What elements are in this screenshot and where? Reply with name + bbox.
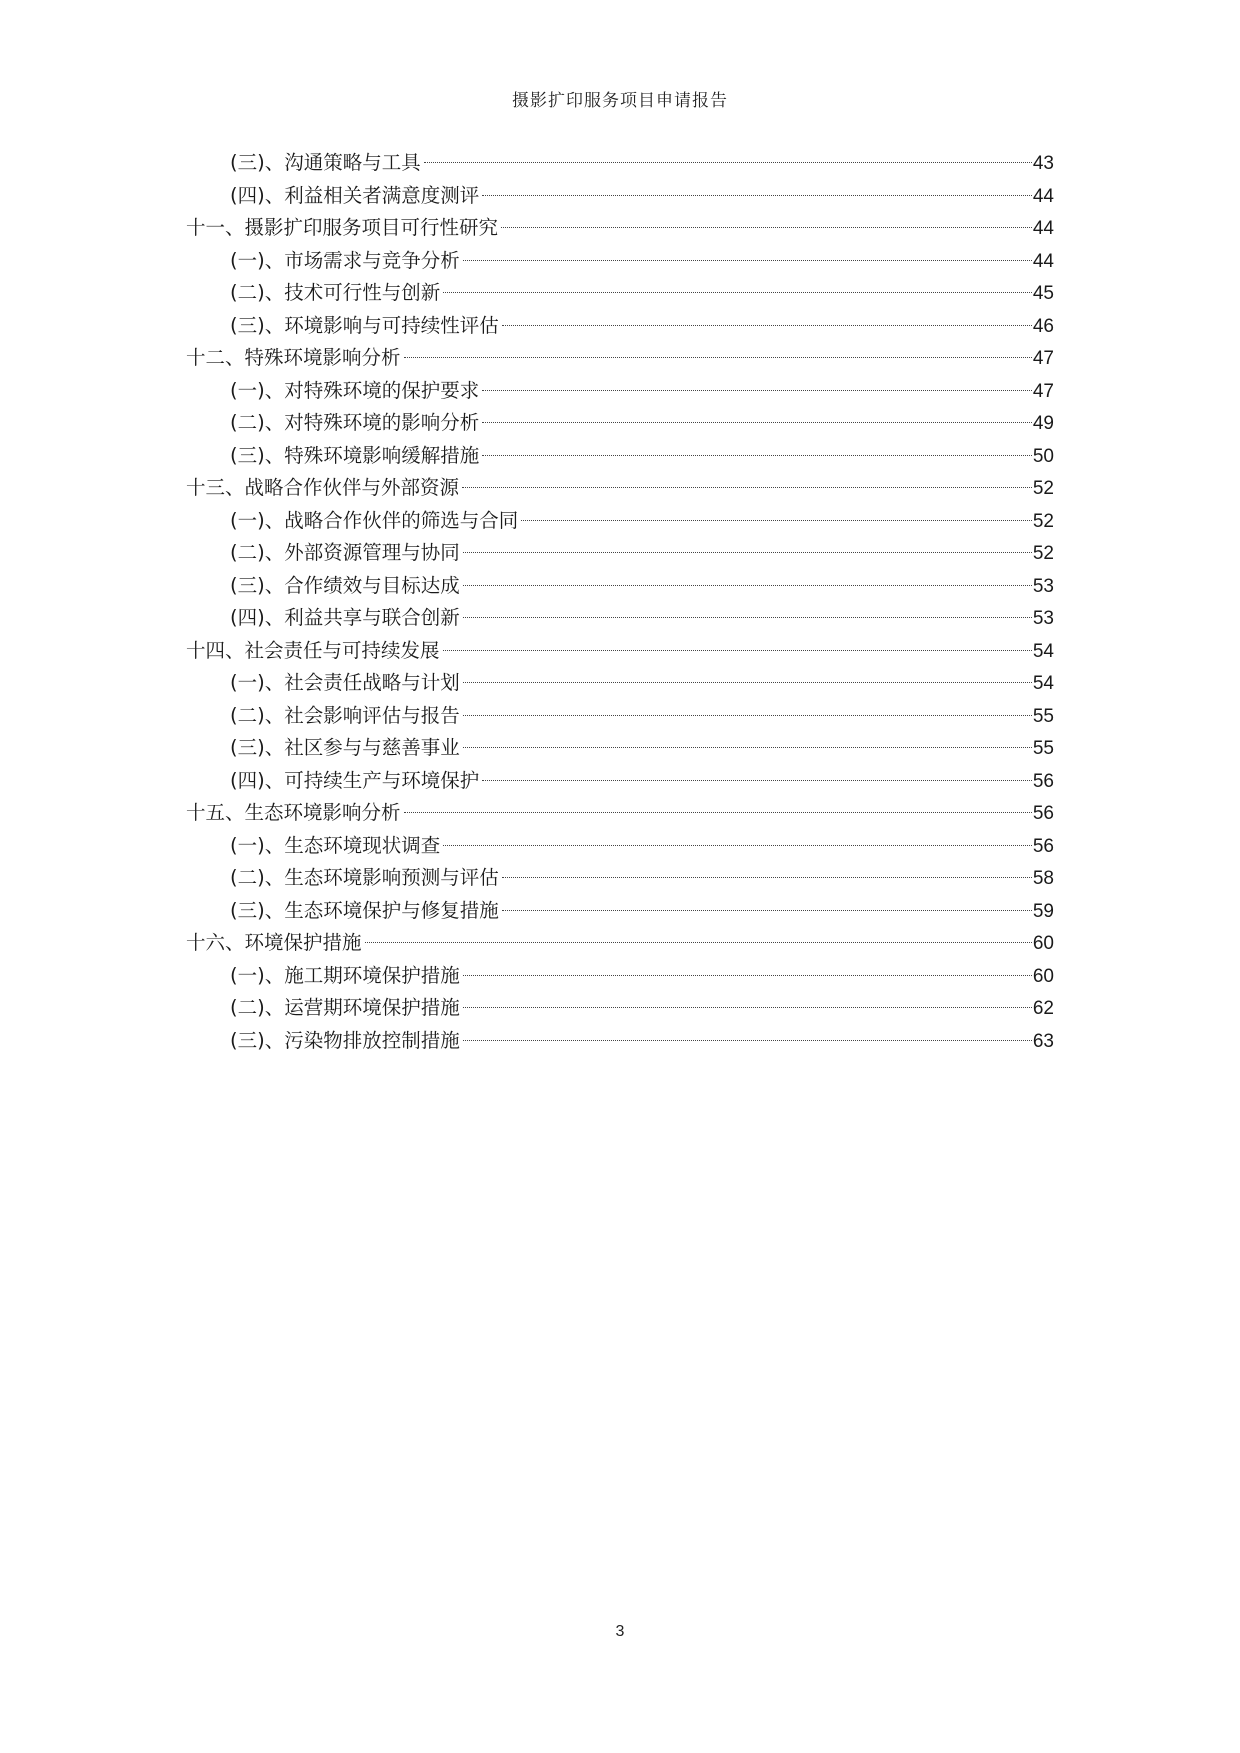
toc-dot-leader: [365, 942, 1032, 943]
toc-entry-title: (四)、可持续生产与环境保护: [230, 768, 480, 792]
toc-entry-title: (二)、技术可行性与创新: [230, 281, 441, 304]
toc-chapter-entry[interactable]: [186, 635, 1054, 668]
toc-entry-title: 十六、环境保护措施: [186, 931, 362, 954]
toc-entry-page-number: 44: [1032, 185, 1054, 207]
toc-entry-title: 十五、生态环境影响分析: [186, 801, 401, 824]
toc-entry-page-number: 56: [1032, 835, 1054, 857]
toc-chapter-entry[interactable]: [186, 472, 1054, 505]
toc-entry-page-number: 56: [1032, 770, 1054, 792]
toc-dot-leader: [463, 747, 1032, 748]
toc-entry-page-number: 52: [1032, 543, 1054, 564]
toc-section-entry[interactable]: [186, 180, 1054, 213]
toc-section-entry[interactable]: [186, 992, 1054, 1025]
toc-dot-leader: [424, 162, 1032, 163]
toc-entry-page-number: 52: [1032, 510, 1054, 532]
toc-entry-title: (一)、社会责任战略与计划: [230, 671, 460, 694]
toc-entry-title: (二)、社会影响评估与报告: [230, 703, 460, 727]
toc-entry-title: (三)、合作绩效与目标达成: [230, 573, 460, 597]
toc-dot-leader: [463, 975, 1032, 976]
toc-section-entry[interactable]: [186, 537, 1054, 570]
toc-entry-page-number: 59: [1032, 900, 1054, 922]
toc-entry-title: 十四、社会责任与可持续发展: [186, 638, 440, 662]
toc-entry-page-number: 53: [1032, 608, 1054, 629]
toc-dot-leader: [463, 1007, 1032, 1008]
toc-entry-title: (二)、运营期环境保护措施: [230, 996, 460, 1019]
toc-section-entry[interactable]: [186, 732, 1054, 765]
toc-entry-title: (三)、社区参与与慈善事业: [230, 736, 460, 759]
toc-dot-leader: [502, 877, 1032, 878]
toc-entry-page-number: 53: [1032, 575, 1054, 597]
toc-entry-page-number: 55: [1032, 738, 1054, 759]
toc-dot-leader: [463, 617, 1032, 618]
toc-entry-page-number: 63: [1032, 1030, 1054, 1052]
toc-section-entry[interactable]: [186, 245, 1054, 278]
toc-dot-leader: [501, 227, 1032, 228]
toc-chapter-entry[interactable]: [186, 797, 1054, 830]
toc-dot-leader: [443, 845, 1032, 846]
toc-entry-page-number: 55: [1032, 705, 1054, 727]
toc-entry-title: (一)、对特殊环境的保护要求: [230, 378, 480, 402]
toc-section-entry[interactable]: [186, 765, 1054, 798]
toc-entry-page-number: 50: [1032, 445, 1054, 467]
toc-dot-leader: [502, 325, 1032, 326]
toc-dot-leader: [463, 552, 1032, 553]
toc-entry-title: (一)、市场需求与竞争分析: [230, 248, 460, 272]
toc-entry-title: (二)、外部资源管理与协同: [230, 541, 460, 564]
toc-dot-leader: [482, 390, 1032, 391]
toc-entry-title: (二)、对特殊环境的影响分析: [230, 411, 480, 434]
toc-entry-title: (一)、施工期环境保护措施: [230, 963, 460, 987]
toc-entry-title: (三)、生态环境保护与修复措施: [230, 898, 499, 922]
toc-section-entry[interactable]: [186, 862, 1054, 895]
toc-section-entry[interactable]: [186, 1025, 1054, 1058]
toc-entry-title: (四)、利益共享与联合创新: [230, 606, 460, 629]
toc-section-entry[interactable]: [186, 570, 1054, 603]
toc-section-entry[interactable]: [186, 895, 1054, 928]
page-number: 3: [615, 1623, 625, 1640]
toc-dot-leader: [521, 520, 1032, 521]
toc-entry-page-number: 54: [1032, 640, 1054, 662]
toc-entry-page-number: 60: [1032, 965, 1054, 987]
toc-section-entry[interactable]: [186, 147, 1054, 180]
toc-entry-page-number: 49: [1032, 413, 1054, 434]
toc-dot-leader: [482, 455, 1032, 456]
toc-dot-leader: [404, 357, 1032, 358]
toc-entry-page-number: 44: [1032, 250, 1054, 272]
toc-section-entry[interactable]: [186, 407, 1054, 440]
toc-dot-leader: [482, 195, 1032, 196]
toc-entry-page-number: 58: [1032, 868, 1054, 889]
toc-section-entry[interactable]: [186, 310, 1054, 343]
toc-dot-leader: [463, 682, 1032, 683]
toc-dot-leader: [463, 260, 1032, 261]
toc-entry-title: (一)、生态环境现状调查: [230, 833, 441, 857]
toc-section-entry[interactable]: [186, 375, 1054, 408]
toc-entry-page-number: 60: [1032, 933, 1054, 954]
toc-section-entry[interactable]: [186, 960, 1054, 993]
toc-section-entry[interactable]: [186, 602, 1054, 635]
toc-entry-page-number: 52: [1032, 478, 1054, 499]
toc-dot-leader: [482, 422, 1032, 423]
toc-entry-title: 十一、摄影扩印服务项目可行性研究: [186, 216, 499, 239]
toc-entry-page-number: 62: [1032, 998, 1054, 1019]
toc-dot-leader: [463, 585, 1032, 586]
toc-chapter-entry[interactable]: [186, 342, 1054, 375]
toc-section-entry[interactable]: [186, 440, 1054, 473]
toc-entry-title: (一)、战略合作伙伴的筛选与合同: [230, 508, 519, 532]
toc-chapter-entry[interactable]: [186, 927, 1054, 960]
toc-entry-page-number: 43: [1032, 153, 1054, 174]
toc-entry-page-number: 46: [1032, 315, 1054, 337]
toc-section-entry[interactable]: [186, 700, 1054, 733]
toc-entry-title: (三)、污染物排放控制措施: [230, 1028, 460, 1052]
toc-entry-title: (二)、生态环境影响预测与评估: [230, 866, 499, 889]
toc-entry-page-number: 47: [1032, 348, 1054, 369]
toc-entry-title: (三)、特殊环境影响缓解措施: [230, 443, 480, 467]
toc-section-entry[interactable]: [186, 505, 1054, 538]
toc-entry-title: (三)、环境影响与可持续性评估: [230, 313, 499, 337]
toc-entry-page-number: 54: [1032, 673, 1054, 694]
toc-section-entry[interactable]: [186, 277, 1054, 310]
toc-chapter-entry[interactable]: [186, 212, 1054, 245]
toc-section-entry[interactable]: [186, 830, 1054, 863]
toc-dot-leader: [482, 780, 1032, 781]
table-of-contents: [186, 147, 1054, 1057]
toc-entry-page-number: 45: [1032, 283, 1054, 304]
toc-entry-title: 十三、战略合作伙伴与外部资源: [186, 476, 460, 499]
page-header-title: 摄影扩印服务项目申请报告: [512, 91, 728, 111]
toc-dot-leader: [462, 487, 1032, 488]
toc-entry-title: (四)、利益相关者满意度测评: [230, 183, 480, 207]
toc-dot-leader: [404, 812, 1032, 813]
toc-dot-leader: [443, 292, 1032, 293]
toc-entry-page-number: 47: [1032, 380, 1054, 402]
toc-dot-leader: [502, 910, 1032, 911]
toc-entry-title: 十二、特殊环境影响分析: [186, 346, 401, 369]
toc-dot-leader: [463, 715, 1032, 716]
toc-entry-title: (三)、沟通策略与工具: [230, 151, 421, 174]
toc-entry-page-number: 44: [1032, 218, 1054, 239]
toc-dot-leader: [463, 1040, 1032, 1041]
toc-entry-page-number: 56: [1032, 803, 1054, 824]
toc-dot-leader: [443, 650, 1032, 651]
toc-section-entry[interactable]: [186, 667, 1054, 700]
